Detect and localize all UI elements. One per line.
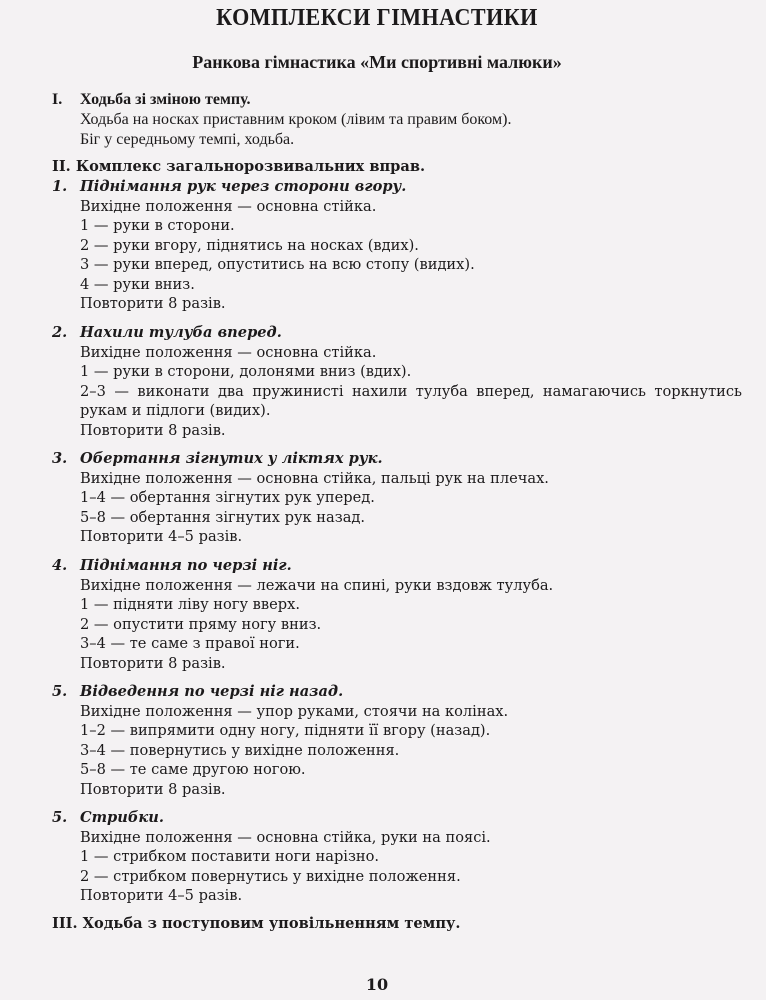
exercise-3-line: 1–4 — обертання зігнутих рук уперед. <box>80 489 375 506</box>
exercise-4-line: Повторити 8 разів. <box>80 655 226 672</box>
section-1-line: Біг у середньому темпі, ходьба. <box>80 131 295 148</box>
page-subtitle: Ранкова гімнастика «Ми спортивні малюки» <box>192 52 562 72</box>
exercise-1-line: 4 — руки вниз. <box>80 276 195 293</box>
exercise-5-line: 1–2 — випрямити одну ногу, підняти її вгору (назад). <box>80 722 491 739</box>
exercise-1-number: 1. <box>52 178 68 195</box>
exercise-5-line: Повторити 8 разів. <box>80 781 226 798</box>
section-2-heading: II. Комплекс загальнорозвивальних вправ. <box>52 158 426 175</box>
exercise-5-line: 3–4 — повернутись у вихідне положення. <box>80 742 400 759</box>
exercise-2-title: Нахили тулуба вперед. <box>80 324 282 341</box>
exercise-2-line: Повторити 8 разів. <box>80 422 226 439</box>
exercise-4-line: Вихідне положення — лежачи на спині, руки вздовж тулуба. <box>80 577 554 594</box>
exercise-6-line: 2 — стрибком повернутись у вихідне положення. <box>80 868 461 885</box>
exercise-6-number: 5. <box>52 809 68 826</box>
exercise-3-line: Вихідне положення — основна стійка, пальці рук на плечах. <box>80 470 549 487</box>
section-1-heading: Ходьба зі зміною темпу. <box>80 91 251 108</box>
exercise-5-title: Відведення по черзі ніг назад. <box>80 683 344 700</box>
exercise-5-number: 5. <box>52 683 68 700</box>
exercise-1-line: 1 — руки в сторони. <box>80 217 235 234</box>
exercise-3-line: 5–8 — обертання зігнутих рук назад. <box>80 509 366 526</box>
exercise-4-title: Піднімання по черзі ніг. <box>80 557 292 574</box>
exercise-2-number: 2. <box>52 324 68 341</box>
exercise-6-line: Вихідне положення — основна стійка, руки на поясі. <box>80 829 491 846</box>
section-3-heading: III. Ходьба з поступовим уповільненням темпу. <box>52 915 461 932</box>
exercise-1-title: Піднімання рук через сторони вгору. <box>80 178 407 195</box>
exercise-2-line: 1 — руки в сторони, долонями вниз (вдих). <box>80 363 412 380</box>
exercise-6-title: Стрибки. <box>80 809 164 826</box>
exercise-1-line: Вихідне положення — основна стійка. <box>80 198 377 215</box>
exercise-3-line: Повторити 4–5 разів. <box>80 528 243 545</box>
exercise-3-number: 3. <box>52 450 68 467</box>
exercise-1-line: 3 — руки вперед, опуститись на всю стопу (видих). <box>80 256 475 273</box>
exercise-1-line: Повторити 8 разів. <box>80 295 226 312</box>
page-number: 10 <box>365 975 389 994</box>
exercise-6-line: 1 — стрибком поставити ноги нарізно. <box>80 848 380 865</box>
exercise-1-line: 2 — руки вгору, піднятись на носках (вдих). <box>80 237 419 254</box>
exercise-4-line: 3–4 — те саме з правої ноги. <box>80 635 300 652</box>
exercise-4-number: 4. <box>52 557 68 574</box>
exercise-2-line: Вихідне положення — основна стійка. <box>80 344 377 361</box>
exercise-4-line: 2 — опустити пряму ногу вниз. <box>80 616 322 633</box>
exercise-2-line: рукам и підлоги (видих). <box>80 402 271 419</box>
exercise-6-line: Повторити 4–5 разів. <box>80 887 243 904</box>
section-1-number: I. <box>52 91 63 108</box>
exercise-2-line: 2–3 — виконати два пружинисті нахили тулуба вперед, намагаючись торкнутись <box>80 383 742 400</box>
exercise-5-line: 5–8 — те саме другою ногою. <box>80 761 306 778</box>
exercise-4-line: 1 — підняти ліву ногу вверх. <box>80 596 300 613</box>
section-1-line: Ходьба на носках приставним кроком (лівим та правим боком). <box>80 111 512 128</box>
exercise-5-line: Вихідне положення — упор руками, стоячи на колінах. <box>80 703 509 720</box>
page-title: КОМПЛЕКСИ ГІМНАСТИКИ <box>216 5 538 31</box>
exercise-3-title: Обертання зігнутих у ліктях рук. <box>80 450 383 467</box>
